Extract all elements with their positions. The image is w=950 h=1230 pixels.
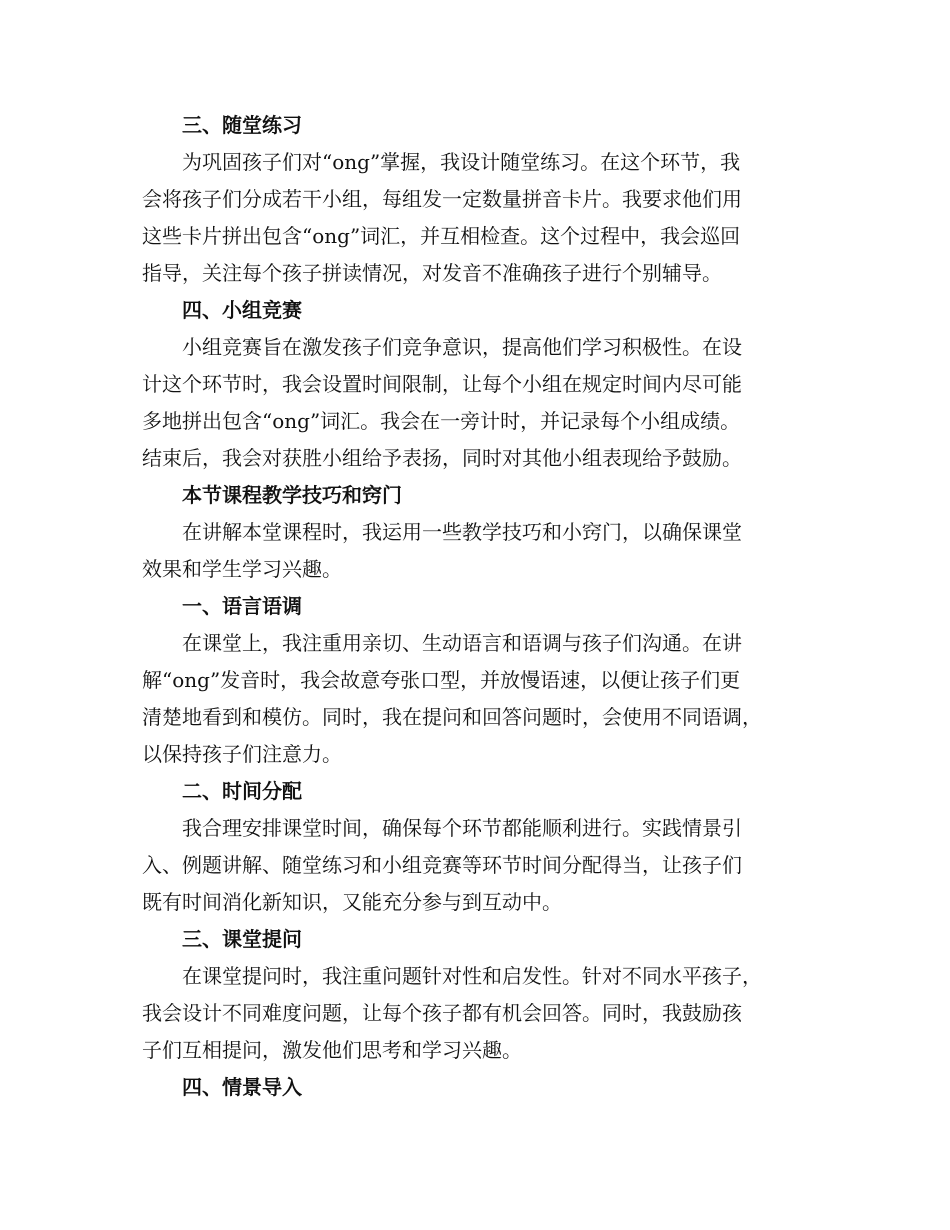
document-page [142,107,806,1106]
text-line: 在讲解本堂课程时，我运用一些教学技巧和小窍门，以确保课堂 [182,520,742,544]
text-line: 子们互相提问，激发他们思考和学习兴趣。 [142,1038,522,1062]
text-line: 以保持孩子们注意力。 [142,742,342,766]
section-heading: 一、语言语调 [182,594,302,618]
section-paragraph [142,329,806,477]
text-line: 计这个环节时，我会设置时间限制，让每个小组在规定时间内尽可能 [142,372,742,396]
text-line: 解“ong”发音时，我会故意夸张口型，并放慢语速，以便让孩子们更 [142,668,741,692]
text-line: 会将孩子们分成若干小组，每组发一定数量拼音卡片。我要求他们用 [142,187,742,211]
section-heading: 四、情景导入 [182,1075,302,1099]
text-line: 小组竞赛旨在激发孩子们竞争意识，提高他们学习积极性。在设 [182,335,742,359]
text-line: 清楚地看到和模仿。同时，我在提问和回答问题时，会使用不同语调， [142,705,762,729]
text-line: 这些卡片拼出包含“ong”词汇，并互相检查。这个过程中，我会巡回 [142,224,741,248]
text-line: 在课堂上，我注重用亲切、生动语言和语调与孩子们沟通。在讲 [182,631,742,655]
section-heading: 本节课程教学技巧和窍门 [182,483,402,507]
text-line: 指导，关注每个孩子拼读情况，对发音不准确孩子进行个别辅导。 [142,261,722,285]
section-paragraph [142,514,806,588]
section-paragraph [142,810,806,921]
text-line: 我合理安排课堂时间，确保每个环节都能顺利进行。实践情景引 [182,816,742,840]
text-line: 为巩固孩子们对“ong”掌握，我设计随堂练习。在这个环节，我 [182,150,741,174]
text-line: 入、例题讲解、随堂练习和小组竞赛等环节时间分配得当，让孩子们 [142,853,742,877]
section-heading: 四、小组竞赛 [182,298,302,322]
text-line: 效果和学生学习兴趣。 [142,557,342,581]
text-line: 我会设计不同难度问题，让每个孩子都有机会回答。同时，我鼓励孩 [142,1001,742,1025]
section-heading: 二、时间分配 [182,779,302,803]
text-line: 在课堂提问时，我注重问题针对性和启发性。针对不同水平孩子， [182,964,762,988]
section-paragraph [142,144,806,292]
section-heading: 三、课堂提问 [182,927,302,951]
text-line: 多地拼出包含“ong”词汇。我会在一旁计时，并记录每个小组成绩。 [142,409,741,433]
text-line: 既有时间消化新知识，又能充分参与到互动中。 [142,890,562,914]
section-heading: 三、随堂练习 [182,113,302,137]
section-paragraph [142,958,806,1069]
text-line: 结束后，我会对获胜小组给予表扬，同时对其他小组表现给予鼓励。 [142,446,742,470]
section-paragraph [142,625,806,773]
